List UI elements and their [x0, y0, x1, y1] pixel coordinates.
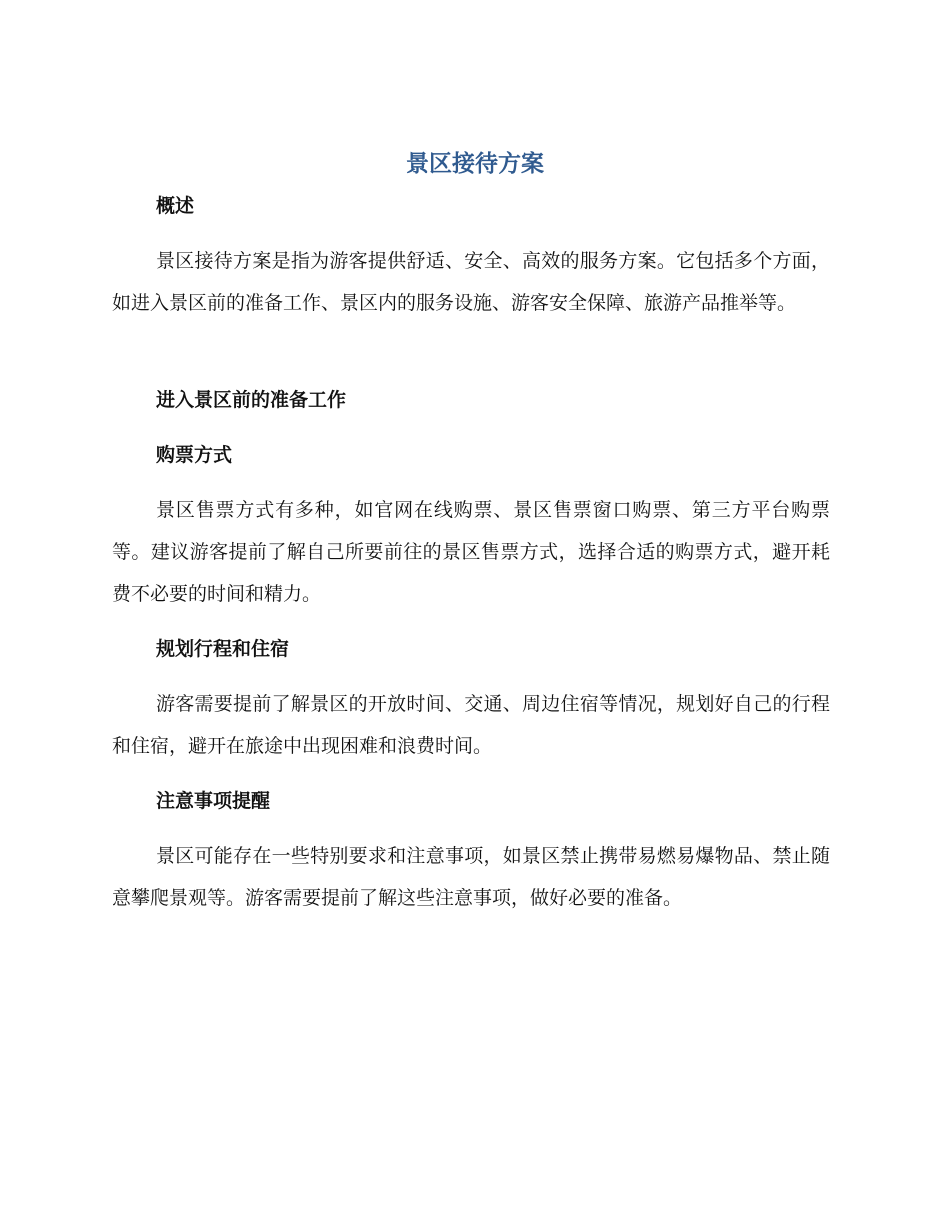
section-heading-ticketing: 购票方式	[156, 444, 233, 466]
page-title: 景区接待方案	[406, 151, 544, 177]
section-heading-preparation: 进入景区前的准备工作	[156, 389, 347, 411]
paragraph-itinerary: 游客需要提前了解景区的开放时间、交通、周边住宿等情况，规划好自己的行程和住宿，避开在旅途中出现困难和浪费时间。	[112, 693, 830, 757]
section-heading-itinerary: 规划行程和住宿	[156, 638, 290, 660]
paragraph-ticketing: 景区售票方式有多种，如官网在线购票、景区售票窗口购票、第三方平台购票等。建议游客提前了解自己所要前往的景区售票方式，选择合适的购票方式，避开耗费不必要的时间和精力。	[112, 499, 830, 605]
paragraph-notices: 景区可能存在一些特别要求和注意事项，如景区禁止携带易燃易爆物品、禁止随意攀爬景观等。游客需要提前了解这些注意事项，做好必要的准备。	[112, 845, 830, 909]
paragraph-overview: 景区接待方案是指为游客提供舒适、安全、高效的服务方案。它包括多个方面，如进入景区前的准备工作、景区内的服务设施、游客安全保障、旅游产品推举等。	[112, 250, 830, 314]
section-heading-notices: 注意事项提醒	[156, 790, 271, 812]
section-heading-overview: 概述	[156, 195, 195, 217]
